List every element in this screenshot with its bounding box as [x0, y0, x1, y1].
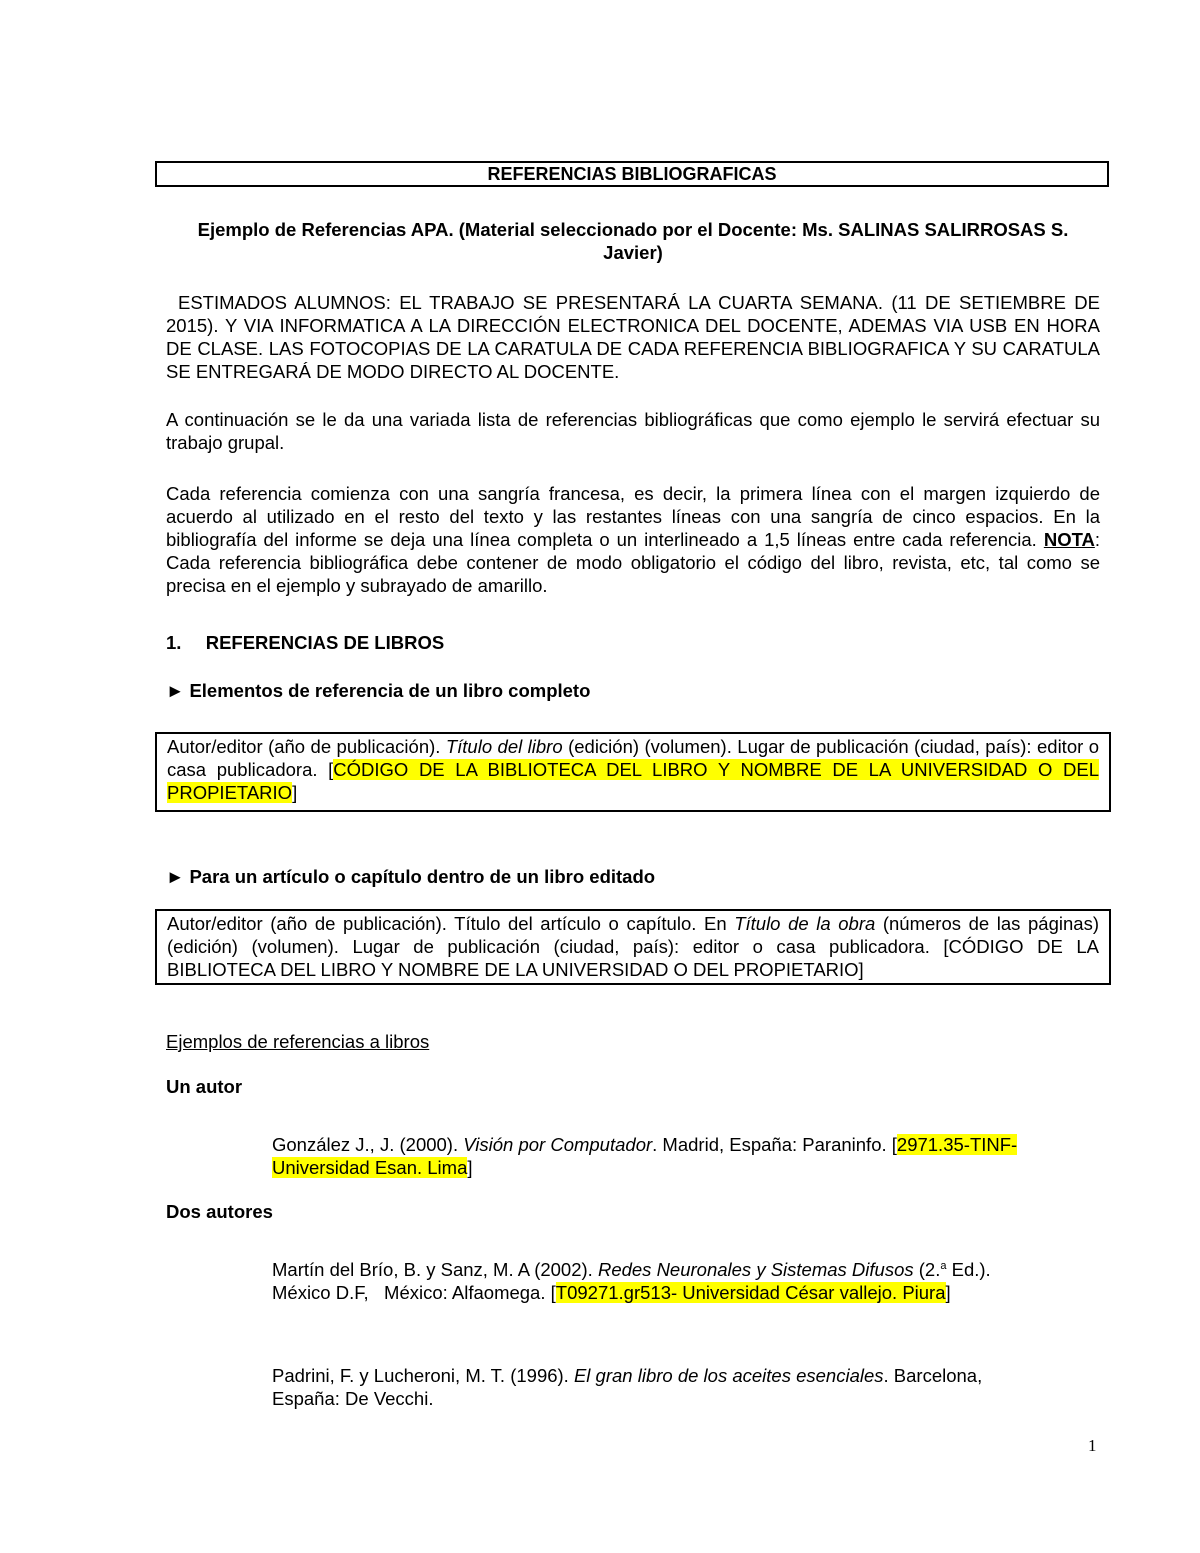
ref-text: . Madrid, España: Paraninfo. — [652, 1134, 892, 1155]
ref-superscript: a — [940, 1259, 947, 1272]
section-title: REFERENCIAS DE LIBROS — [205, 632, 445, 653]
subsection-title: Elementos de referencia de un libro completo — [189, 680, 591, 701]
box-italic-title: Título del libro — [445, 736, 563, 757]
highlighted-code: CÓDIGO DE LA BIBLIOTECA DEL LIBRO Y NOMBRE DE LA UNIVERSIDAD O DEL PROPIETARIO — [167, 759, 1099, 803]
notice-paragraph: ESTIMADOS ALUMNOS: EL TRABAJO SE PRESENTARÁ LA CUARTA SEMANA. (11 DE SETIEMBRE DE 2015). Y VIA INFORMATICA A LA DIRECCIÓN ELECTRONICA DEL DOCENTE, ADEMAS VIA USB EN HORA DE CLASE. LAS FOTOCOPIAS DE LA CARATULA DE CADA REFERENCIA BIBLIOGRAFICA Y SU CARATULA SE ENTREGARÁ DE MODO DIRECTO AL DOCENTE. — [166, 292, 1100, 382]
ref-text: [ — [550, 1282, 556, 1303]
triangle-bullet-icon: ► — [166, 866, 185, 887]
ref-text: Padrini, F. y Lucheroni, M. T. (1996). — [272, 1365, 574, 1386]
subsection-title: Para un artículo o capítulo dentro de un libro editado — [189, 866, 656, 887]
ref-text: ] — [945, 1282, 951, 1303]
reference-format-box-chapter — [155, 909, 1111, 985]
ref-text: . Barcelona, — [883, 1365, 983, 1386]
subsection-heading-chapter — [166, 865, 655, 888]
format-paragraph — [166, 482, 1100, 597]
box-text: ] — [292, 782, 298, 803]
ref-text: Ed.). — [946, 1259, 991, 1280]
ref-text: González J., J. (2000). — [272, 1134, 464, 1155]
ref-text: España: De Vecchi. — [272, 1388, 434, 1409]
reference-martin-del-brio — [272, 1258, 1102, 1304]
ref-italic-title: El gran libro de los aceites esenciales — [573, 1365, 884, 1386]
ref-text: Martín del Brío, B. y Sanz, M. A (2002). — [272, 1259, 598, 1280]
one-author-label: Un autor — [166, 1076, 243, 1097]
box-italic-title: Título de la obra — [734, 913, 876, 934]
highlighted-code: T09271.gr513- Universidad César vallejo. Piura — [555, 1282, 946, 1303]
box-text: (números de las páginas) (edición) (volumen). Lugar de publicación (ciudad, país): editor o casa publicadora. [CÓDIGO DE LA BIBLIOTECA DEL LIBRO Y NOMBRE DE LA UNIVERSIDAD O DEL PROPIETARIO] — [167, 913, 1099, 980]
reference-padrini — [272, 1364, 1102, 1410]
section-number: 1. — [166, 632, 182, 653]
box-text: Autor/editor (año de publicación). Título del artículo o capítulo. En — [167, 913, 735, 934]
reference-format-box-book — [155, 732, 1111, 812]
subsection-heading-complete-book — [166, 679, 590, 702]
ref-text: ] — [467, 1157, 473, 1178]
triangle-bullet-icon: ► — [166, 680, 185, 701]
box-text: Autor/editor (año de publicación). — [167, 736, 446, 757]
intro-paragraph: A continuación se le da una variada lista de referencias bibliográficas que como ejemplo le servirá efectuar su trabajo grupal. — [166, 409, 1100, 453]
examples-heading: Ejemplos de referencias a libros — [166, 1031, 430, 1052]
section-heading-books — [166, 631, 444, 654]
ref-text: México D.F, México: Alfaomega. — [272, 1282, 551, 1303]
nota-label: NOTA — [1043, 529, 1095, 550]
page-number: 1 — [1088, 1436, 1097, 1455]
page-title: REFERENCIAS BIBLIOGRAFICAS — [155, 161, 1109, 187]
nota-text: : Cada referencia bibliográfica debe contener de modo obligatorio el código del libro, revista, etc, tal como se precisa en el ejemplo y subrayado de amarillo. — [166, 529, 1101, 596]
two-authors-label: Dos autores — [166, 1201, 273, 1222]
ref-italic-title: Redes Neuronales y Sistemas Difusos — [597, 1259, 914, 1280]
highlighted-code: 2971.35-TINF- — [896, 1134, 1018, 1155]
box-text: (edición) (volumen). Lugar de publicación (ciudad, país): editor o casa publicadora. [ — [167, 736, 1099, 780]
subtitle: Ejemplo de Referencias APA. (Material seleccionado por el Docente: Ms. SALINAS SALIRROSAS S. Javier) — [197, 219, 1069, 263]
ref-italic-title: Visión por Computador — [463, 1134, 653, 1155]
ref-text: [ — [891, 1134, 897, 1155]
ref-text: (2. — [913, 1259, 941, 1280]
reference-gonzalez — [272, 1133, 1102, 1179]
highlighted-code: Universidad Esan. Lima — [272, 1157, 468, 1178]
format-text: Cada referencia comienza con una sangría francesa, es decir, la primera línea con el margen izquierdo de acuerdo al utilizado en el resto del texto y las restantes líneas con una sangría de cinco espacios. En la bibliografía del informe se deja una línea completa o un interlineado a 1,5 líneas entre cada referencia. — [166, 483, 1100, 550]
